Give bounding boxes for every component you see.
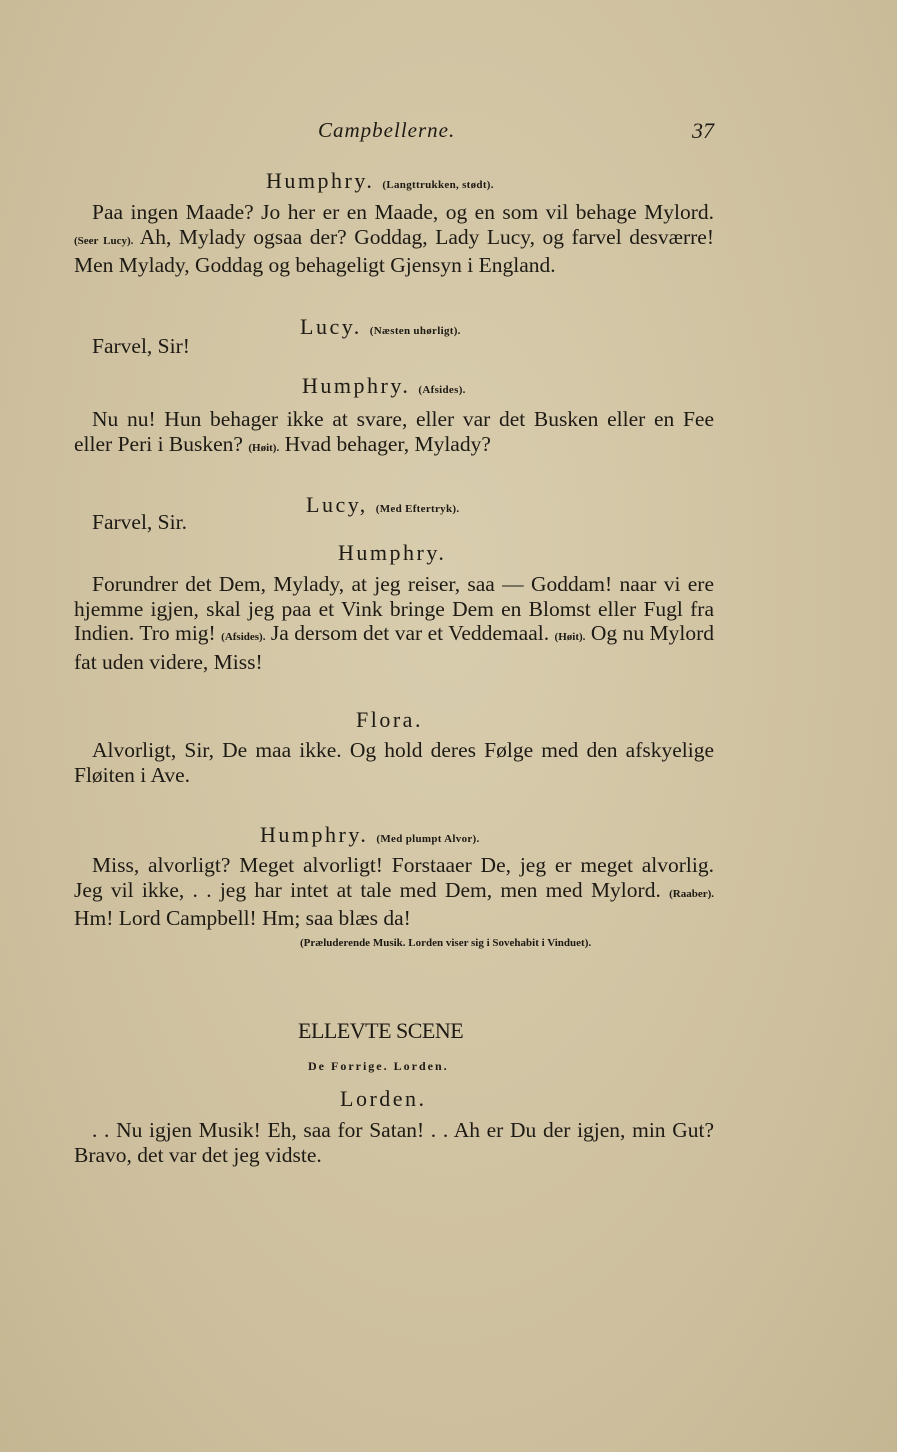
speaker-name [356,707,423,733]
stage-direction: (Afsides). [418,384,466,396]
dialogue-text: Hvad behager, Mylady? [284,431,491,456]
speaker-label: Flora. [356,707,423,732]
speaker-name [340,1086,427,1112]
dialogue-text: Forundrer det Dem, Mylady, at jeg reiser, saa — Goddam! naar vi ere hjemme igjen, skal jeg paa et Vink bringe Dem en Blomst eller Fugl fra Indien. Tro mig! [74,572,714,645]
stage-direction: (Præluderende Musik. Lorden viser sig i Sovehabit i Vinduet). [300,937,592,949]
stage-direction: (Seer Lucy). [74,234,134,247]
dialogue-text: Og nu Mylord fat uden videre, Miss! [74,621,715,674]
speaker-label: Humphry. [338,540,447,565]
stage-direction: (Høit). [248,441,280,454]
dialogue-paragraph [74,853,714,931]
dialogue-line: Farvel, Sir! [92,334,190,358]
dialogue-paragraph [74,572,714,674]
dialogue-text: Paa ingen Maade? Jo her er en Maade, og en som vil behage Mylord. [92,200,714,224]
dialogue-text: Ah, Mylady ogsaa der? Goddag, Lady Lucy, og farvel desværre! Men Mylady, Goddag og behageligt Gjensyn i England. [74,224,714,277]
stage-direction: (Med Eftertryk). [375,503,460,515]
stage-direction: (Næsten uhørligt). [369,325,461,337]
speaker-label: Humphry. [266,168,375,193]
dialogue-text: Nu nu! Hun behager ikke at svare, eller var det Busken eller en Fee eller Peri i Busken? [74,407,714,456]
page-number: 37 [692,118,714,143]
speaker-name [338,540,446,566]
stage-direction: (Raaber). [669,887,715,900]
dialogue-text: . . Nu igjen Musik! Eh, saa for Satan! . . Ah er Du der igjen, min Gut? Bravo, det var det jeg vidste. [74,1118,714,1167]
speaker-name [306,492,459,518]
speaker-name [300,314,461,340]
speaker-name [266,168,494,194]
scene-heading: ELLEVTE SCENE [298,1018,464,1043]
speaker-label: Humphry. [260,822,369,847]
dialogue-line: Farvel, Sir. [92,510,187,534]
dialogue-text: Alvorligt, Sir, De maa ikke. Og hold deres Følge med den afskyelige Fløiten i Ave. [74,738,714,787]
stage-direction: (Med plumpt Alvor). [376,833,480,845]
stage-direction: (Afsides). [221,631,266,643]
speaker-label: Lorden. [340,1086,427,1111]
stage-direction: (Høit). [554,631,586,643]
dialogue-paragraph [74,738,714,787]
dialogue-text: Miss, alvorligt? Meget alvorligt! Forstaaer De, jeg er meget alvorlig. Jeg vil ikke, . . jeg har intet at tale med Dem, men med Mylord. [74,853,714,902]
stage-direction: (Langttrukken, stødt). [382,179,494,191]
dialogue-paragraph [74,1118,714,1167]
dialogue-text: Ja dersom det var et Veddemaal. [270,621,550,645]
speaker-label: Humphry. [302,373,411,398]
dialogue-paragraph [74,200,714,278]
speaker-label: Lucy. [300,314,362,339]
speaker-label: Lucy, [306,492,368,517]
running-title: Campbellerne. [318,118,456,142]
scene-cast: De Forrige. Lorden. [308,1059,449,1073]
speaker-name [302,373,466,399]
speaker-name [260,822,480,848]
dialogue-paragraph [74,407,714,460]
dialogue-text: Hm! Lord Campbell! Hm; saa blæs da! [74,906,411,930]
